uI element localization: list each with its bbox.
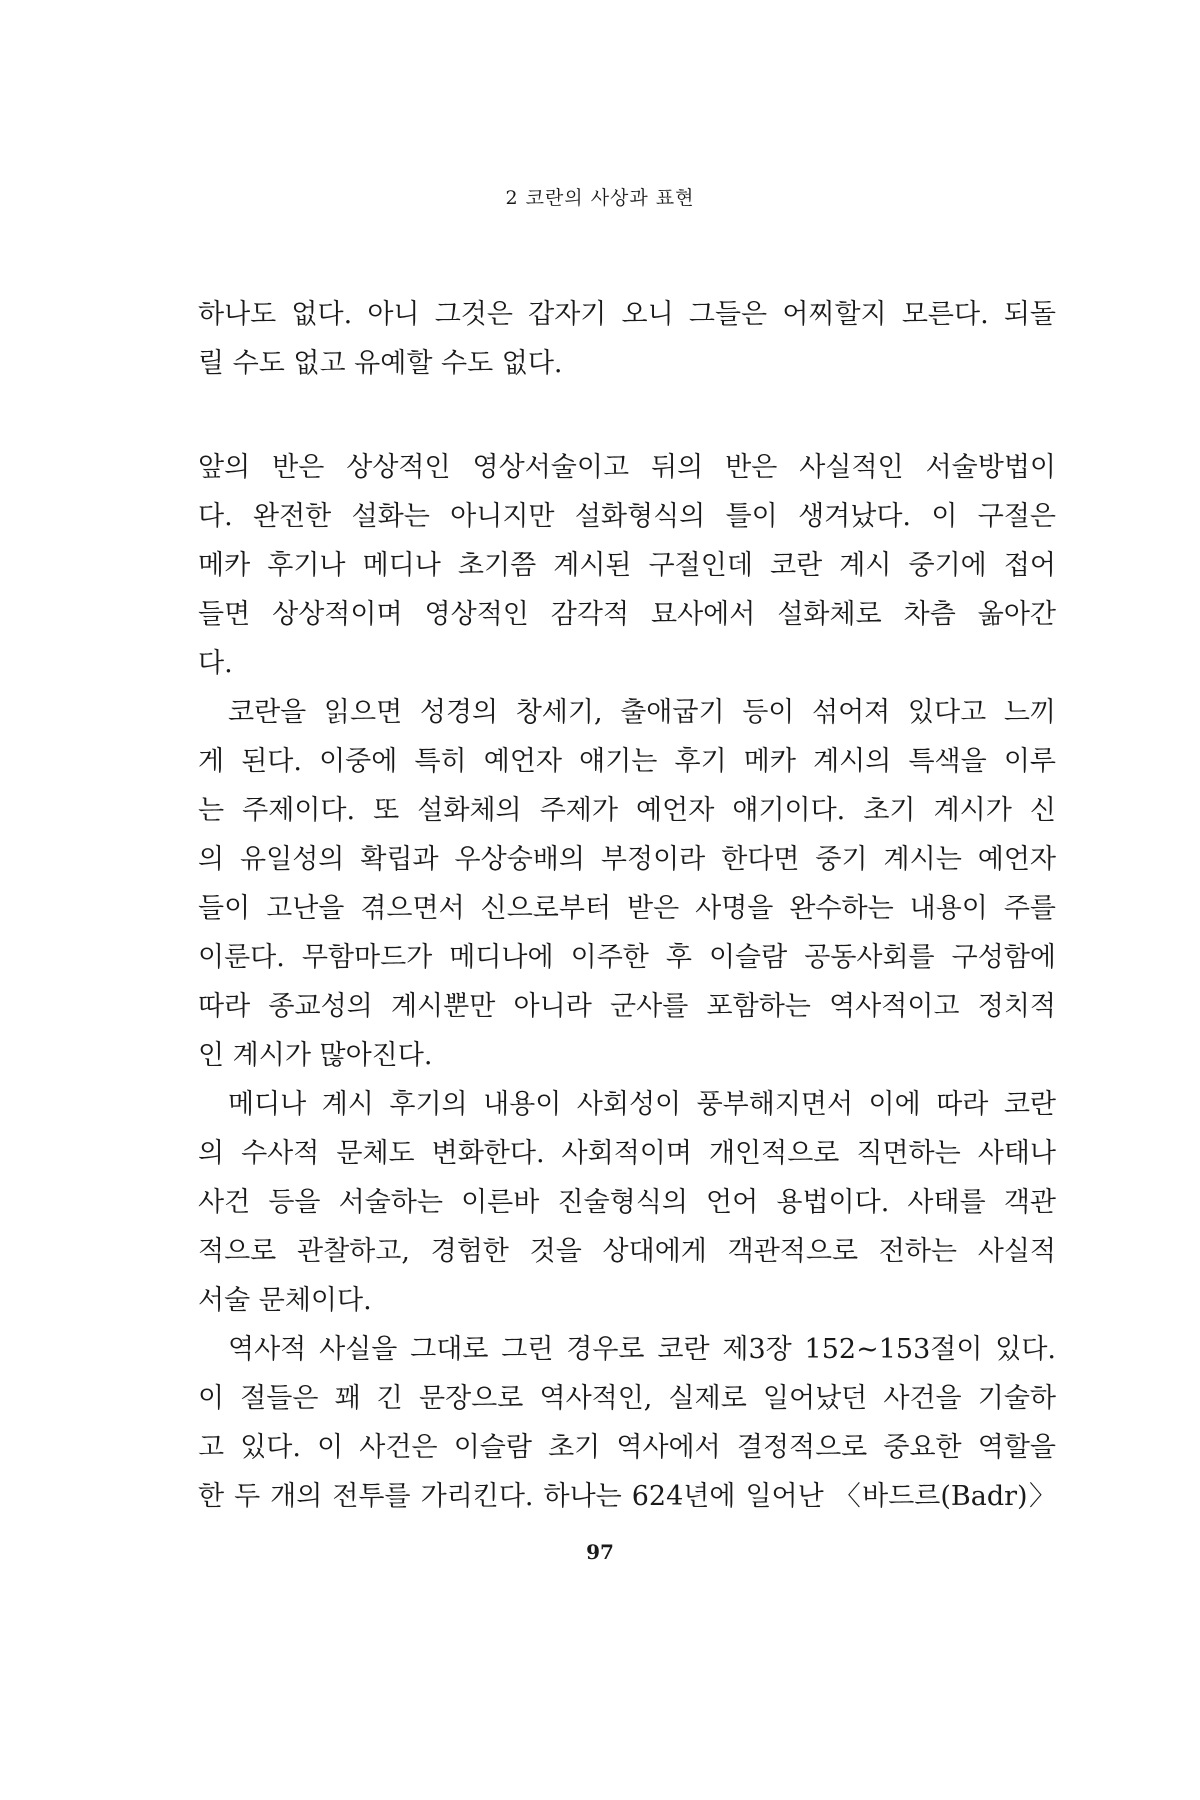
running-head: 2 코란의 사상과 표현 xyxy=(505,187,695,209)
text-line: 앞의 반은 상상적인 영상서술이고 뒤의 반은 사실적인 서술방법이 xyxy=(198,452,1056,483)
text-line: 코란을 읽으면 성경의 창세기, 출애굽기 등이 섞어져 있다고 느끼 xyxy=(228,697,1056,728)
text-line: 다. 완전한 설화는 아니지만 설화형식의 틀이 생겨났다. 이 구절은 xyxy=(198,501,1056,532)
text-line: 사건 등을 서술하는 이른바 진술형식의 언어 용법이다. 사태를 객관 xyxy=(198,1187,1056,1218)
text-line: 이 절들은 꽤 긴 문장으로 역사적인, 실제로 일어났던 사건을 기술하 xyxy=(198,1383,1056,1414)
text-line: 인 계시가 많아진다. xyxy=(198,1040,433,1071)
text-line: 의 수사적 문체도 변화한다. 사회적이며 개인적으로 직면하는 사태나 xyxy=(198,1138,1056,1169)
text-line: 고 있다. 이 사건은 이슬람 초기 역사에서 결정적으로 중요한 역할을 xyxy=(198,1432,1056,1463)
text-line: 들면 상상적이며 영상적인 감각적 묘사에서 설화체로 차츰 옮아간 xyxy=(198,599,1056,630)
text-line: 릴 수도 없고 유예할 수도 없다. xyxy=(198,348,563,379)
page-number: 97 xyxy=(586,1540,614,1564)
text-line: 들이 고난을 겪으면서 신으로부터 받은 사명을 완수하는 내용이 주를 xyxy=(198,893,1056,924)
text-line: 한 두 개의 전투를 가리킨다. 하나는 624년에 일어난 〈바드르(Badr)〉 xyxy=(198,1481,1056,1512)
text-line: 메카 후기나 메디나 초기쯤 계시된 구절인데 코란 계시 중기에 접어 xyxy=(198,550,1056,581)
text-line: 메디나 계시 후기의 내용이 사회성이 풍부해지면서 이에 따라 코란 xyxy=(228,1089,1056,1120)
text-line: 이룬다. 무함마드가 메디나에 이주한 후 이슬람 공동사회를 구성함에 xyxy=(198,942,1056,973)
text-line: 다. xyxy=(198,648,233,679)
body-text xyxy=(198,443,1056,1521)
text-line: 게 된다. 이중에 특히 예언자 얘기는 후기 메카 계시의 특색을 이루 xyxy=(198,746,1056,777)
text-line: 적으로 관찰하고, 경험한 것을 상대에게 객관적으로 전하는 사실적 xyxy=(198,1236,1056,1267)
text-line: 하나도 없다. 아니 그것은 갑자기 오니 그들은 어찌할지 모른다. 되돌 xyxy=(198,299,1056,330)
text-line: 의 유일성의 확립과 우상숭배의 부정이라 한다면 중기 계시는 예언자 xyxy=(198,844,1056,875)
quote-continuation xyxy=(198,290,1056,388)
text-line: 역사적 사실을 그대로 그린 경우로 코란 제3장 152~153절이 있다. xyxy=(228,1334,1056,1365)
text-line: 서술 문체이다. xyxy=(198,1285,372,1316)
text-line: 는 주제이다. 또 설화체의 주제가 예언자 얘기이다. 초기 계시가 신 xyxy=(198,795,1056,826)
text-line: 따라 종교성의 계시뿐만 아니라 군사를 포함하는 역사적이고 정치적 xyxy=(198,991,1056,1022)
